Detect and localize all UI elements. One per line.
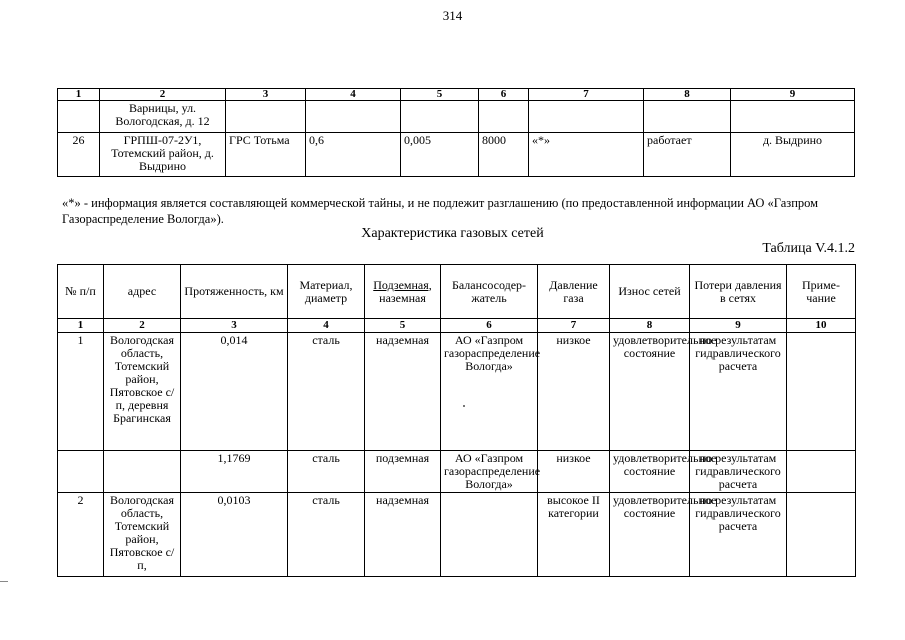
header-cell: 7 bbox=[529, 89, 644, 101]
table-row bbox=[58, 333, 856, 451]
table-cell bbox=[104, 451, 181, 493]
header-cell: Приме-чание bbox=[787, 265, 856, 319]
table-cell: надземная bbox=[365, 493, 441, 577]
table-cell: 0,0103 bbox=[181, 493, 288, 577]
number-cell: 5 bbox=[365, 319, 441, 333]
table-cell: удовлетворительное состояние bbox=[610, 493, 690, 577]
table-row bbox=[58, 493, 856, 577]
footnote: «*» - информация является составляющей коммерческой тайны, и не подлежит разглашению (по предоставленной информации АО «Газпром Газораспределение Вологда»). bbox=[62, 196, 819, 226]
table-cell bbox=[58, 101, 100, 133]
table-cell bbox=[226, 101, 306, 133]
table-cell bbox=[306, 101, 401, 133]
table-cell: сталь bbox=[288, 333, 365, 451]
header-cell: 2 bbox=[100, 89, 226, 101]
header-cell: 5 bbox=[401, 89, 479, 101]
table-cell: АО «Газпром газораспределение Вологда» bbox=[441, 451, 538, 493]
table-cell: по результатам гидравлического расчета bbox=[690, 493, 787, 577]
table-cell bbox=[731, 101, 855, 133]
table-cell bbox=[479, 101, 529, 133]
table-cell: «*» bbox=[529, 133, 644, 177]
number-cell: 1 bbox=[58, 319, 104, 333]
table-cell: работает bbox=[644, 133, 731, 177]
table-cell: 8000 bbox=[479, 133, 529, 177]
header-cell: 1 bbox=[58, 89, 100, 101]
table-cell: ГРПШ-07-2У1, Тотемский район, д. Выдрино bbox=[100, 133, 226, 177]
table-cell: ГРС Тотьма bbox=[226, 133, 306, 177]
gas-networks-table bbox=[57, 264, 856, 577]
table-cell: 1 bbox=[58, 333, 104, 451]
margin-mark bbox=[0, 581, 8, 582]
table-cell: по результатам гидравлического расчета bbox=[690, 451, 787, 493]
number-cell: 6 bbox=[441, 319, 538, 333]
header-cell: Балансосодер-жатель bbox=[441, 265, 538, 319]
table-cell: надземная bbox=[365, 333, 441, 451]
table-row bbox=[58, 133, 855, 177]
table-cell: 0,005 bbox=[401, 133, 479, 177]
table-cell: удовлетворительное состояние bbox=[610, 451, 690, 493]
header-cell: Протяженность, км bbox=[181, 265, 288, 319]
number-cell: 7 bbox=[538, 319, 610, 333]
infrastructure-table bbox=[57, 88, 855, 177]
table-row bbox=[58, 451, 856, 493]
header-cell: Износ сетей bbox=[610, 265, 690, 319]
table-cell bbox=[401, 101, 479, 133]
header-cell: 8 bbox=[644, 89, 731, 101]
table-cell: подземная bbox=[365, 451, 441, 493]
number-cell: 8 bbox=[610, 319, 690, 333]
header-cell: Материал, диаметр bbox=[288, 265, 365, 319]
number-cell: 3 bbox=[181, 319, 288, 333]
table-cell: АО «Газпром газораспределение Вологда» bbox=[441, 333, 538, 451]
table-row bbox=[58, 101, 855, 133]
section-caption: Характеристика газовых сетей bbox=[361, 226, 544, 241]
header-cell: Давление газа bbox=[538, 265, 610, 319]
table-cell: 2 bbox=[58, 493, 104, 577]
page-number: 314 bbox=[442, 8, 463, 23]
table-cell: Варницы, ул. Вологодская, д. 12 bbox=[100, 101, 226, 133]
number-cell: 4 bbox=[288, 319, 365, 333]
table-cell: 26 bbox=[58, 133, 100, 177]
number-cell: 10 bbox=[787, 319, 856, 333]
table-cell: 0,014 bbox=[181, 333, 288, 451]
number-cell: 9 bbox=[690, 319, 787, 333]
table-cell: низкое bbox=[538, 333, 610, 451]
table-cell: низкое bbox=[538, 451, 610, 493]
table-cell: 0,6 bbox=[306, 133, 401, 177]
header-cell: 3 bbox=[226, 89, 306, 101]
header-cell: Потери давления в сетях bbox=[690, 265, 787, 319]
header-cell: 6 bbox=[479, 89, 529, 101]
table-header-row bbox=[58, 265, 856, 319]
table-cell: Вологодская область, Тотемский район, Пятовское с/п, деревня Брагинская bbox=[104, 333, 181, 451]
table-cell bbox=[787, 333, 856, 451]
table-cell: удовлетворительное состояние bbox=[610, 333, 690, 451]
table-cell bbox=[787, 451, 856, 493]
scan-speck bbox=[463, 405, 465, 407]
number-cell: 2 bbox=[104, 319, 181, 333]
table-cell bbox=[644, 101, 731, 133]
header-cell: 4 bbox=[306, 89, 401, 101]
table-cell bbox=[787, 493, 856, 577]
table-cell: сталь bbox=[288, 493, 365, 577]
table-cell: по результатам гидравлического расчета bbox=[690, 333, 787, 451]
header-cell: адрес bbox=[104, 265, 181, 319]
header-cell bbox=[365, 265, 441, 319]
table-cell: д. Выдрино bbox=[731, 133, 855, 177]
table-cell: сталь bbox=[288, 451, 365, 493]
table-cell: высокое II категории bbox=[538, 493, 610, 577]
header-cell: 9 bbox=[731, 89, 855, 101]
header-text: наземная bbox=[379, 290, 426, 305]
table-cell bbox=[58, 451, 104, 493]
table-header-row bbox=[58, 89, 855, 101]
table-cell: Вологодская область, Тотемский район, Пятовское с/п, bbox=[104, 493, 181, 577]
table-cell bbox=[529, 101, 644, 133]
column-number-row bbox=[58, 319, 856, 333]
table-label: Таблица V.4.1.2 bbox=[762, 241, 855, 256]
table-cell: 1,1769 bbox=[181, 451, 288, 493]
table-cell bbox=[441, 493, 538, 577]
header-underlined-text: Подземная, bbox=[373, 277, 432, 292]
header-cell: № п/п bbox=[58, 265, 104, 319]
